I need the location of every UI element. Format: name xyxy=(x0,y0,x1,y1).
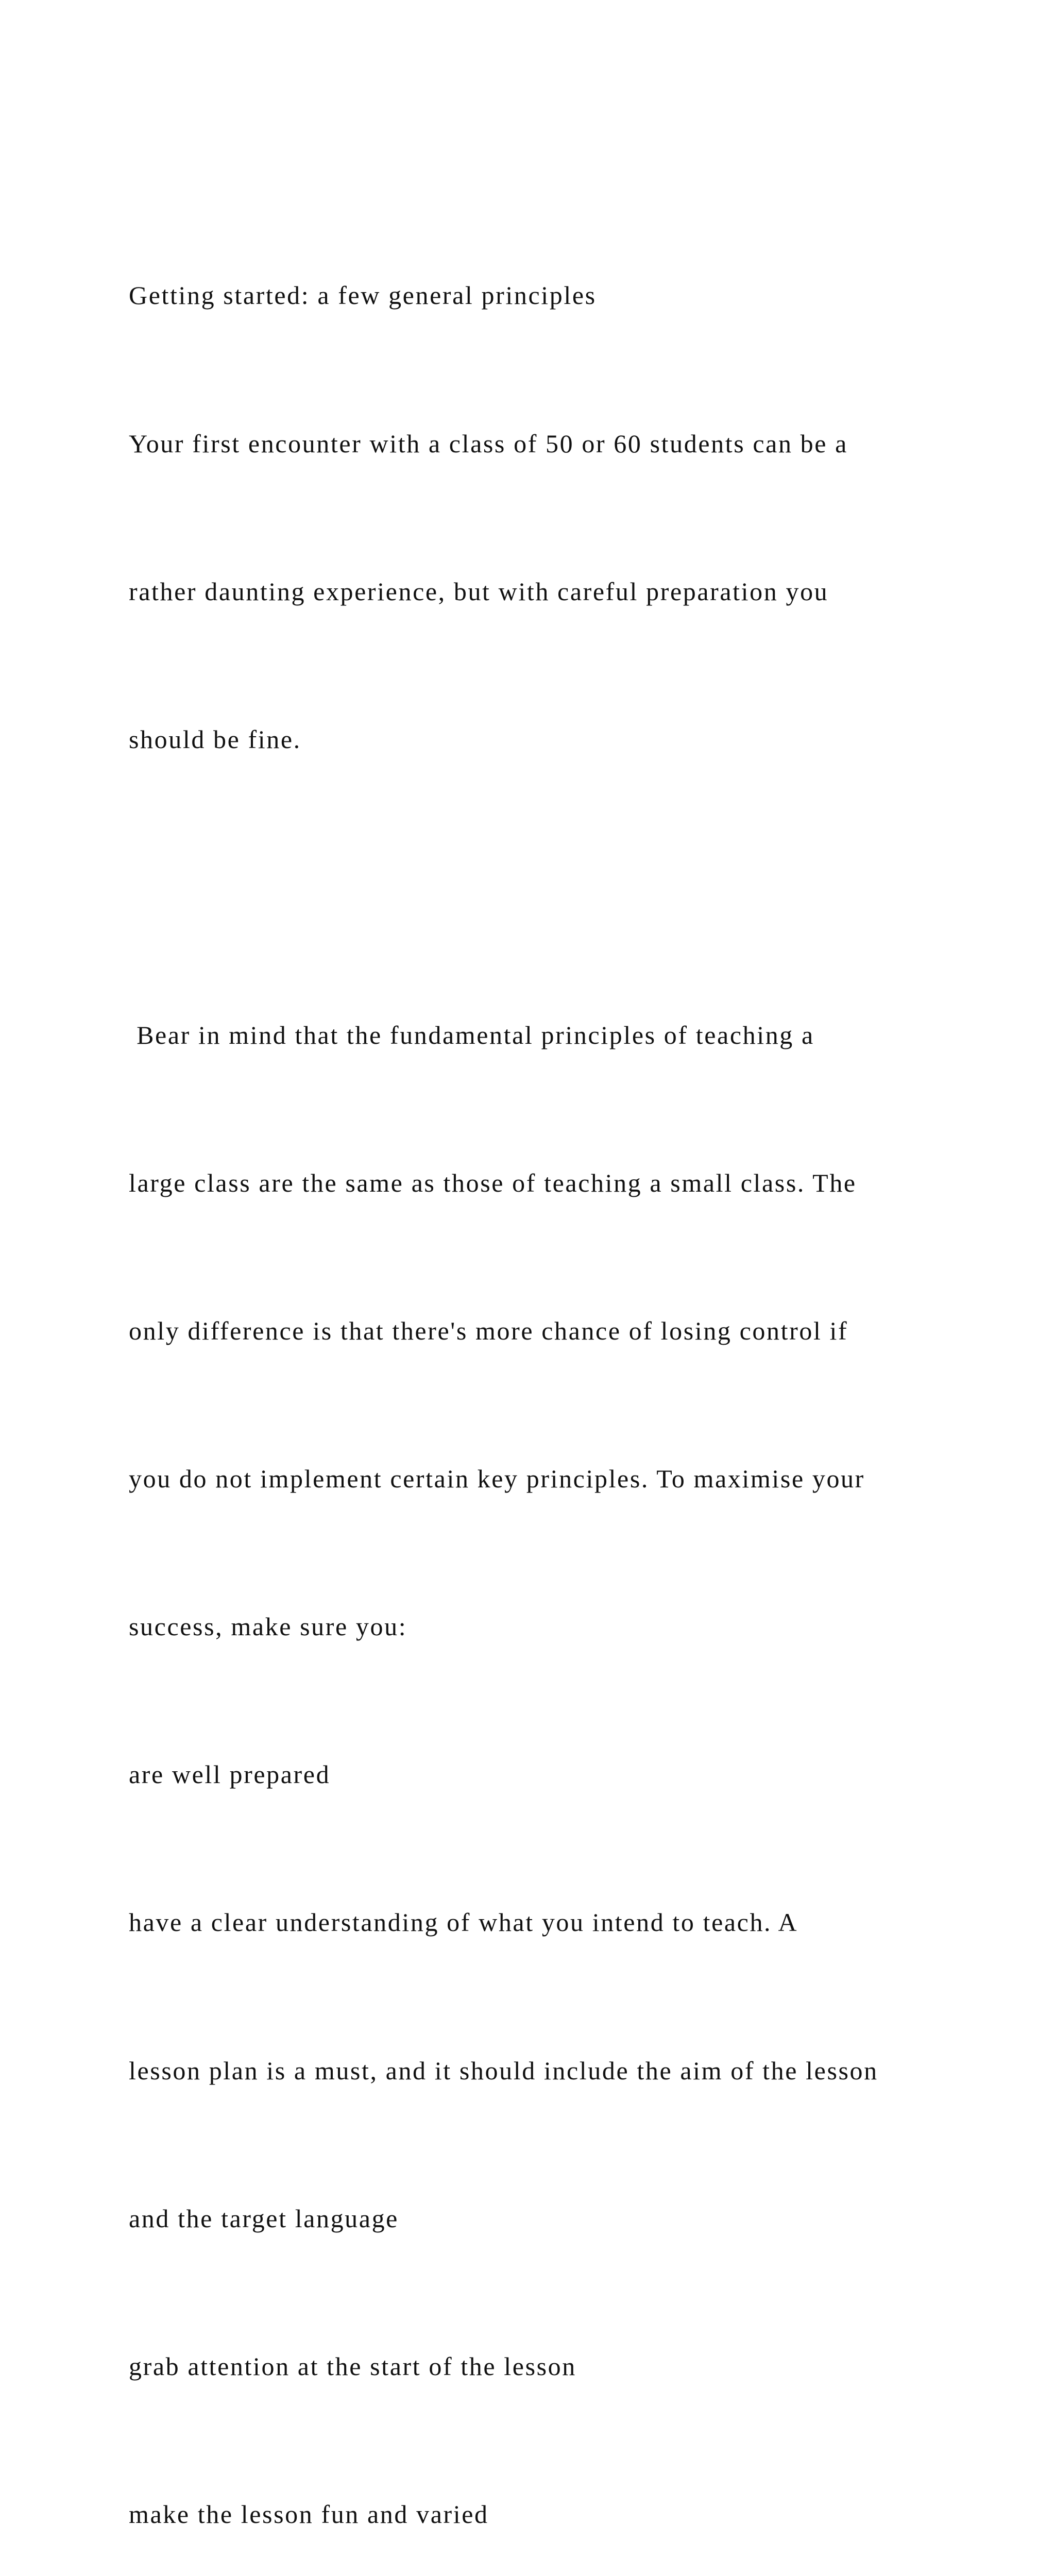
paragraph-line: you do not implement certain key principles. To maximise your xyxy=(129,1464,865,1494)
list-item: are well prepared xyxy=(129,1760,331,1789)
document-body xyxy=(129,173,1005,2576)
paragraph-line: Your first encounter with a class of 50 or 60 students can be a xyxy=(129,429,848,458)
list-item: lesson plan is a must, and it should include the aim of the lesson xyxy=(129,2056,878,2085)
blank-line xyxy=(129,863,1005,912)
paragraph-line: success, make sure you: xyxy=(129,1612,407,1641)
section-heading: Getting started: a few general principles xyxy=(129,281,597,310)
paragraph-line: only difference is that there's more chance of losing control if xyxy=(129,1316,848,1346)
paragraph-line: large class are the same as those of teaching a small class. The xyxy=(129,1168,857,1197)
list-item: grab attention at the start of the lesson xyxy=(129,2351,576,2381)
list-item: make the lesson fun and varied xyxy=(129,2499,489,2529)
list-item: have a clear understanding of what you intend to teach. A xyxy=(129,1908,798,1937)
list-item: and the target language xyxy=(129,2204,399,2233)
paragraph-line: rather daunting experience, but with careful preparation you xyxy=(129,577,829,606)
paragraph-line: Bear in mind that the fundamental principles of teaching a xyxy=(129,1020,814,1049)
paragraph-line: should be fine. xyxy=(129,724,301,754)
